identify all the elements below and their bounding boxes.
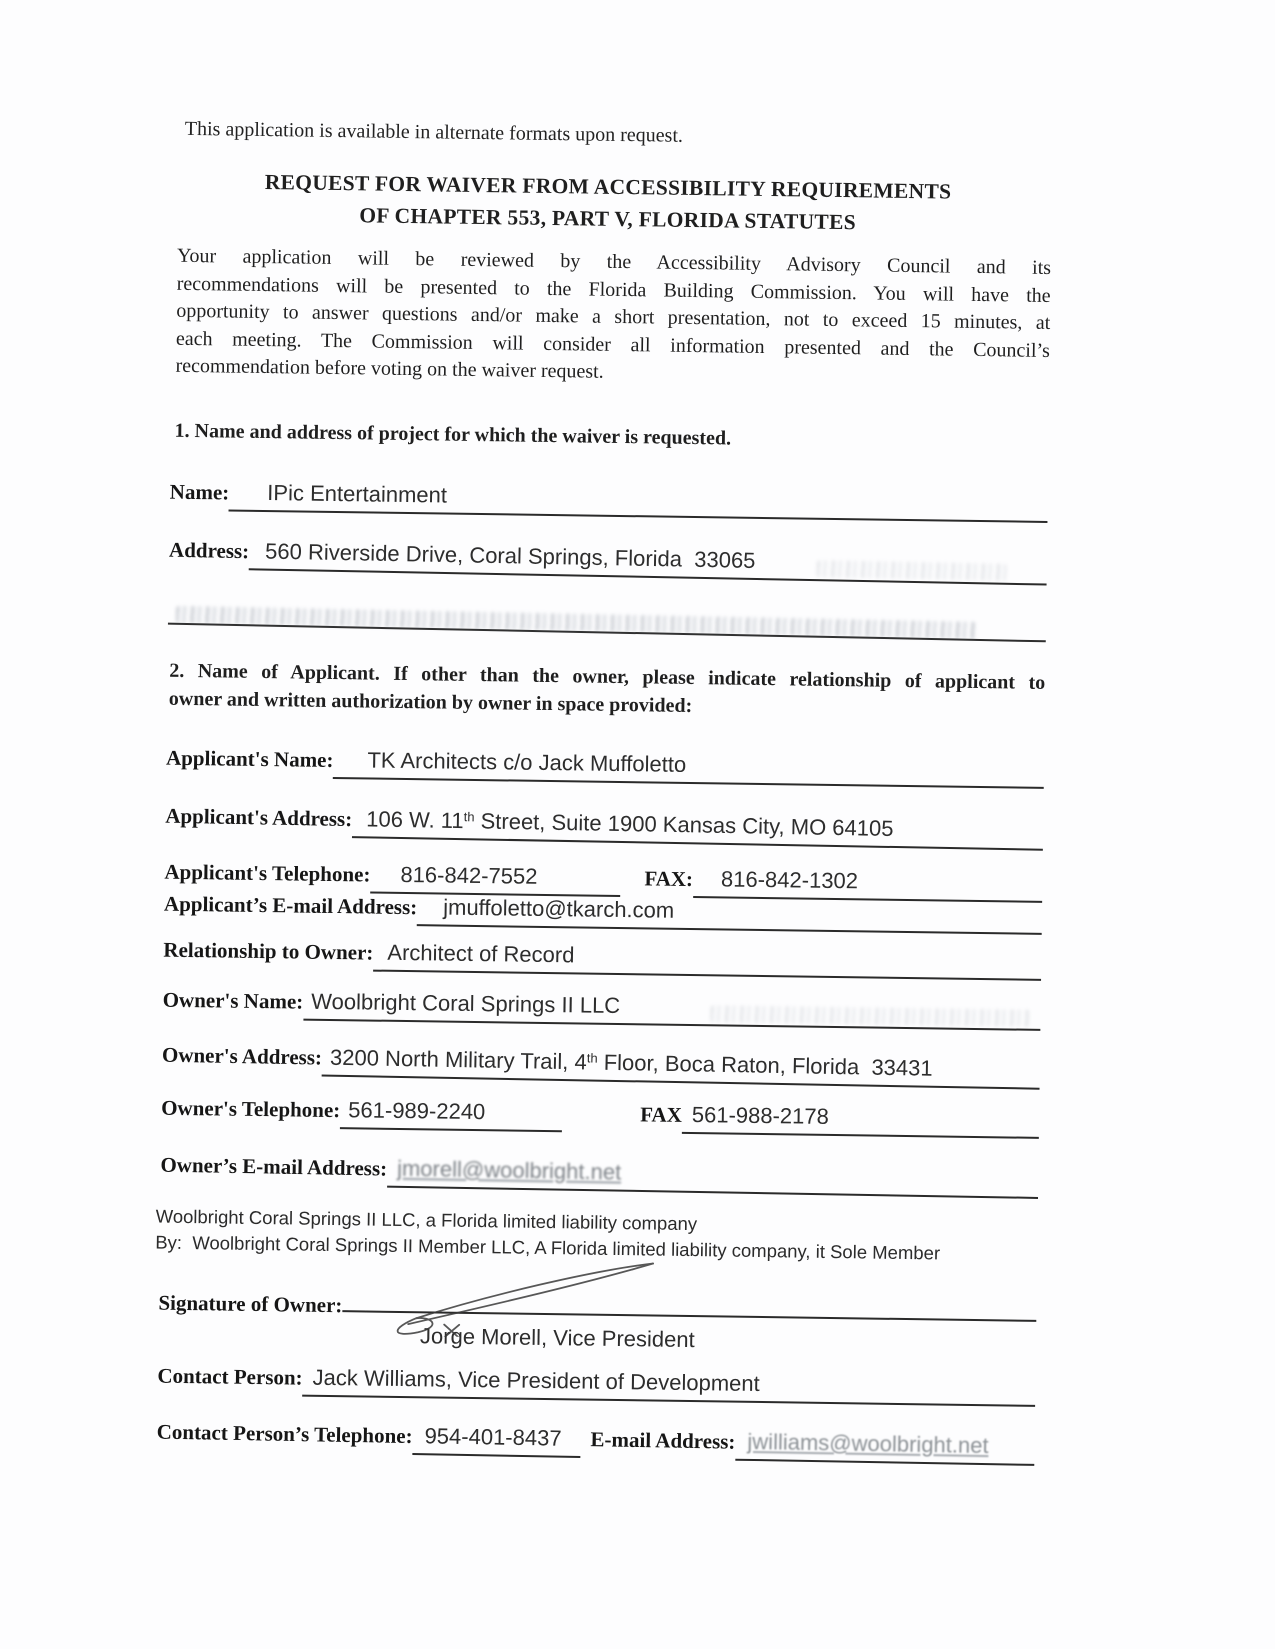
owner-address-label: Owner's Address: [161, 1042, 323, 1070]
applicant-address-value: 106 W. 11th Street, Suite 1900 Kansas City, MO 64105 [366, 805, 894, 841]
paragraph-line: Your application will be reviewed by the Accessibility Advisory Council and its [176, 244, 1052, 279]
owner-address-line [322, 1044, 1040, 1089]
contact-person-value: Jack Williams, Vice President of Development [312, 1364, 760, 1396]
project-address-label: Address: [168, 537, 250, 563]
signature-printed-name: Jorge Morell, Vice President [419, 1322, 695, 1352]
superscript-th: th [463, 808, 475, 824]
section2-heading-line: owner and written authorization by owner in space provided: [168, 687, 693, 717]
section2-heading [169, 656, 1046, 724]
owner-email-label: Owner’s E-mail Address: [160, 1152, 388, 1181]
owner-name-value: Woolbright Coral Springs II LLC [311, 988, 621, 1018]
applicant-email-value: jmuffoletto@tkarch.com [443, 894, 675, 923]
illegible-ghost-text [176, 605, 976, 638]
applicant-address-row [165, 802, 1043, 850]
contact-telephone-value: 954-401-8437 [424, 1422, 562, 1451]
applicant-name-row [166, 744, 1044, 788]
form-content [146, 118, 1053, 1463]
illegible-ghost-text [817, 560, 1007, 581]
applicant-name-value: TK Architects c/o Jack Muffoletto [367, 746, 687, 777]
owner-authorization-statement [155, 1203, 1038, 1267]
applicant-telephone-line [370, 861, 620, 896]
contact-telephone-row [156, 1418, 1034, 1465]
relationship-value: Architect of Record [387, 939, 575, 967]
title-line-1: REQUEST FOR WAIVER FROM ACCESSIBILITY REQUIREMENTS [264, 169, 952, 204]
signature-row [158, 1277, 1036, 1327]
applicant-fax-label: FAX: [644, 865, 694, 891]
paragraph-line: each meeting. The Commission will consider all information presented and the Council’s [175, 327, 1050, 362]
contact-telephone-label: Contact Person’s Telephone: [156, 1419, 413, 1448]
document-title [163, 165, 1052, 241]
title-line-2: OF CHAPTER 553, PART V, FLORIDA STATUTES [359, 203, 857, 235]
owner-fax-label: FAX [640, 1101, 683, 1127]
authorization-line-2: By: Woolbright Coral Springs II Member LLC, A Florida limited liability company, it Sole Member [155, 1231, 941, 1264]
project-name-row [170, 478, 1048, 522]
project-address-row [169, 536, 1047, 585]
project-address-value: 560 Riverside Drive, Coral Springs, Florida 33065 [264, 538, 756, 573]
contact-telephone-line [412, 1423, 581, 1458]
paragraph-line: recommendations will be presented to the Florida Building Commission. You will have the [176, 272, 1051, 307]
section2-heading-line: 2. Name of Applicant. If other than the owner, please indicate relationship of applicant to [169, 659, 1046, 694]
owner-email-line [387, 1155, 1039, 1198]
contact-person-line [302, 1364, 1035, 1406]
signature-label: Signature of Owner: [158, 1290, 343, 1317]
applicant-address-line [352, 806, 1044, 851]
contact-person-row [157, 1362, 1035, 1406]
applicant-name-line [333, 746, 1044, 788]
intro-paragraph [175, 243, 1051, 393]
owner-name-row [162, 986, 1040, 1030]
intro-text: This application is available in alternate formats upon request. [184, 117, 684, 147]
paragraph-line: recommendation before voting on the waiver request. [175, 354, 604, 383]
owner-email-row [160, 1151, 1038, 1198]
owner-address-row [162, 1041, 1040, 1089]
project-name-label: Name: [169, 479, 230, 505]
project-name-line [229, 479, 1048, 522]
contact-person-label: Contact Person: [157, 1363, 303, 1390]
applicant-address-label: Applicant's Address: [165, 803, 353, 831]
owner-telephone-line [340, 1097, 562, 1132]
applicant-email-label: Applicant’s E-mail Address: [163, 891, 418, 919]
relationship-label: Relationship to Owner: [163, 937, 374, 965]
applicant-telephone-value: 816-842-7552 [400, 861, 538, 889]
owner-name-label: Owner's Name: [162, 987, 304, 1014]
owner-telephone-row [161, 1094, 1039, 1138]
applicant-telephone-label: Applicant's Telephone: [164, 859, 371, 887]
owner-email-value: jmorell@woolbright.net [396, 1155, 622, 1185]
paragraph-line: opportunity to answer questions and/or make a short presentation, not to exceed 15 minutes, at [176, 299, 1051, 334]
owner-fax-line [682, 1101, 1040, 1138]
owner-address-value: 3200 North Military Trail, 4th Floor, Boca Raton, Florida 33431 [329, 1044, 933, 1081]
signature-line [342, 1280, 1036, 1322]
contact-email-label: E-mail Address: [590, 1426, 736, 1454]
contact-email-line [735, 1428, 1035, 1465]
address-continuation-row [168, 592, 1046, 642]
owner-telephone-label: Owner's Telephone: [161, 1095, 341, 1122]
project-name-value: IPic Entertainment [267, 479, 448, 508]
authorization-line-1: Woolbright Coral Springs II LLC, a Florida limited liability company [155, 1205, 698, 1234]
contact-email-value: jwilliams@woolbright.net [747, 1428, 989, 1458]
applicant-fax-line [693, 866, 1043, 903]
superscript-th: th [586, 1049, 598, 1066]
owner-fax-value: 561-988-2178 [691, 1101, 830, 1129]
section1-heading: 1. Name and address of project for which the waiver is requested. [174, 419, 732, 450]
relationship-line [373, 939, 1041, 980]
applicant-fax-value: 816-842-1302 [720, 865, 859, 893]
owner-telephone-value: 561-989-2240 [348, 1096, 486, 1124]
applicant-name-label: Applicant's Name: [165, 745, 334, 772]
relationship-row [163, 936, 1041, 980]
